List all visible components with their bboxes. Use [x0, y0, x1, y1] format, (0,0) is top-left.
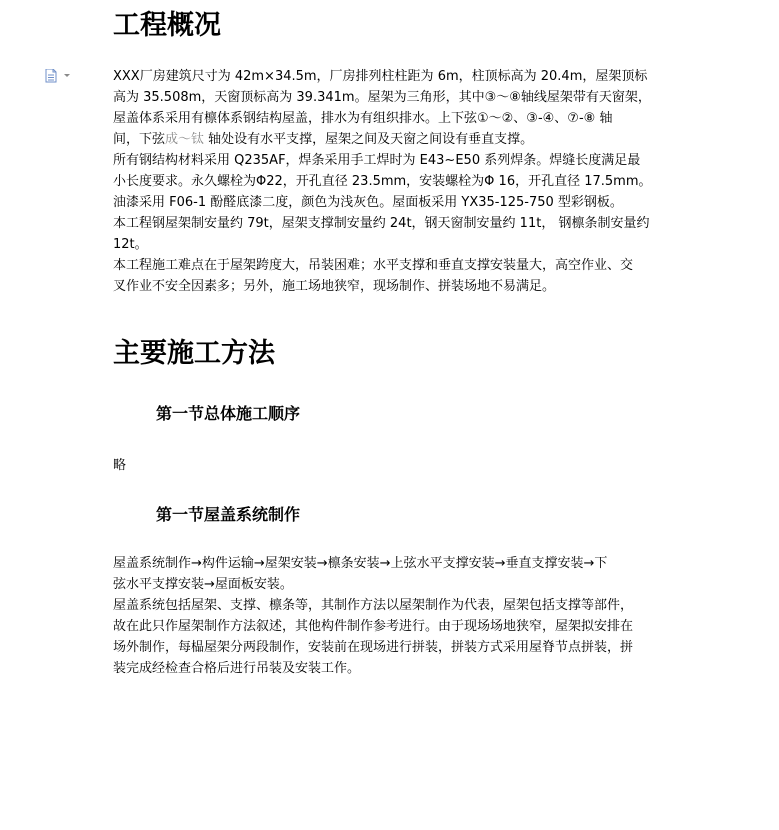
text-line: 场外制作，每榀屋架分两段制作，安装前在现场进行拼装，拼装方式采用屋脊节点拼装，拼 [113, 640, 634, 655]
text-line: 所有钢结构材料采用 Q235AF，焊条采用手工焊时为 E43~E50 系列焊条。焊缝长度满足最 [113, 153, 641, 168]
text-fragment: 轴处设有水平支撑，屋架之间及天窗之间设有垂直支撑。 [204, 132, 534, 147]
text-line: 本工程施工难点在于屋架跨度大，吊装困难；水平支撑和垂直支撑安装量大，高空作业、交 [113, 258, 634, 273]
overview-paragraph-3 [113, 213, 669, 255]
text-fragment: 间，下弦 [113, 132, 166, 147]
text-line: 叉作业不安全因素多；另外，施工场地狭窄，现场制作、拼装场地不易满足。 [113, 279, 556, 294]
text-line [113, 129, 669, 150]
overview-paragraph-1 [113, 66, 669, 150]
gray-text-fragment: 成～钛 [165, 132, 205, 147]
subheading-construction-sequence: 第一节总体施工顺序 [156, 404, 301, 423]
text-line: XXX厂房建筑尺寸为 42m×34.5m，厂房排列柱柱距为 6m，柱顶标高为 20.4m，屋架顶标 [113, 69, 648, 84]
text-line: 故在此只作屋架制作方法叙述，其他构件制作参考进行。由于现场场地狭窄，屋架拟安排在 [113, 619, 634, 634]
text-line: 屋盖系统制作→构件运输→屋架安装→檩条安装→上弦水平支撑安装→垂直支撑安装→下 [113, 556, 608, 571]
construction-sequence-body [113, 455, 669, 476]
subheading-roof-system: 第一节屋盖系统制作 [156, 505, 301, 524]
text-line: 12t。 [113, 237, 148, 252]
overview-paragraph-2 [113, 150, 669, 213]
text-line: 略 [113, 458, 127, 473]
text-line: 屋盖系统包括屋架、支撑、檩条等，其制作方法以屋架制作为代表，屋架包括支撑等部件， [113, 598, 634, 613]
text-line: 本工程钢屋架制安量约 79t，屋架支撑制安量约 24t，钢天窗制安量约 11t， 钢檩条制安量约 [113, 216, 650, 231]
text-line: 油漆采用 F06-1 酚醛底漆二度，颜色为浅灰色。屋面板采用 YX35-125-750 型彩钢板。 [113, 195, 623, 210]
roof-system-paragraph-2 [113, 595, 669, 679]
overview-paragraph-4 [113, 255, 669, 297]
heading-overview: 工程概况 [113, 10, 221, 41]
text-line: 屋盖体系采用有檩体系钢结构屋盖，排水为有组织排水。上下弦①～②、③-④、⑦-⑧ 轴 [113, 111, 613, 126]
text-line: 高为 35.508m，天窗顶标高为 39.341m。屋架为三角形，其中③～⑧轴线屋架带有天窗架， [113, 90, 651, 105]
text-line: 装完成经检查合格后进行吊装及安装工作。 [113, 661, 361, 676]
overview-body [113, 66, 669, 297]
text-line: 小长度要求。永久螺栓为Φ22，开孔直径 23.5mm，安装螺栓为Φ 16，开孔直径 17.5mm。 [113, 174, 652, 189]
heading-methods: 主要施工方法 [113, 338, 275, 369]
roof-system-body [113, 553, 669, 679]
text-line: 弦水平支撑安装→屋面板安装。 [113, 577, 293, 592]
document-icon[interactable] [45, 68, 71, 80]
roof-system-paragraph-1 [113, 553, 669, 595]
